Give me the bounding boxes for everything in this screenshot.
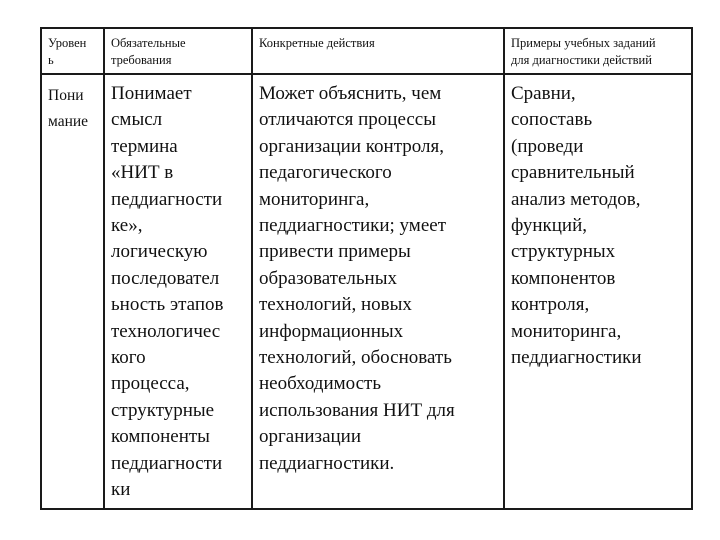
competency-table [40,27,693,510]
table-header-row [41,28,692,74]
actions-text: Может объяснить, чем отличаются процессы организации контроля, педагогического мониторинга, педдиагностики; умеет привести примеры образовательных технологий, новых информационных технологий, обосновать необходимость использования НИТ для организации педдиагностики. [259,83,455,474]
header-actions [252,28,504,74]
header-tasks-text: Примеры учебных заданий для диагностики действий [511,36,656,67]
tasks-text: Сравни, сопоставь (проведи сравнительный анализ методов, функций, структурных компонентов контроля, мониторинга, педдиагностики [511,83,642,369]
cell-level [41,74,104,509]
level-text: Пони мание [48,87,89,131]
header-level-text: Уровен ь [48,36,87,67]
cell-actions [252,74,504,509]
cell-tasks [504,74,692,509]
header-level [41,28,104,74]
table-row [41,74,692,509]
cell-requirements [104,74,252,509]
header-tasks [504,28,692,74]
header-actions-text: Конкретные действия [259,36,375,50]
header-requirements [104,28,252,74]
header-requirements-text: Обязательные требования [111,36,186,67]
requirements-text: Понимает смысл термина «НИТ в педдиагности ке», логическую последовател ьность этапов технологичес кого процесса, структурные компоненты педдиагности ки [111,83,224,501]
